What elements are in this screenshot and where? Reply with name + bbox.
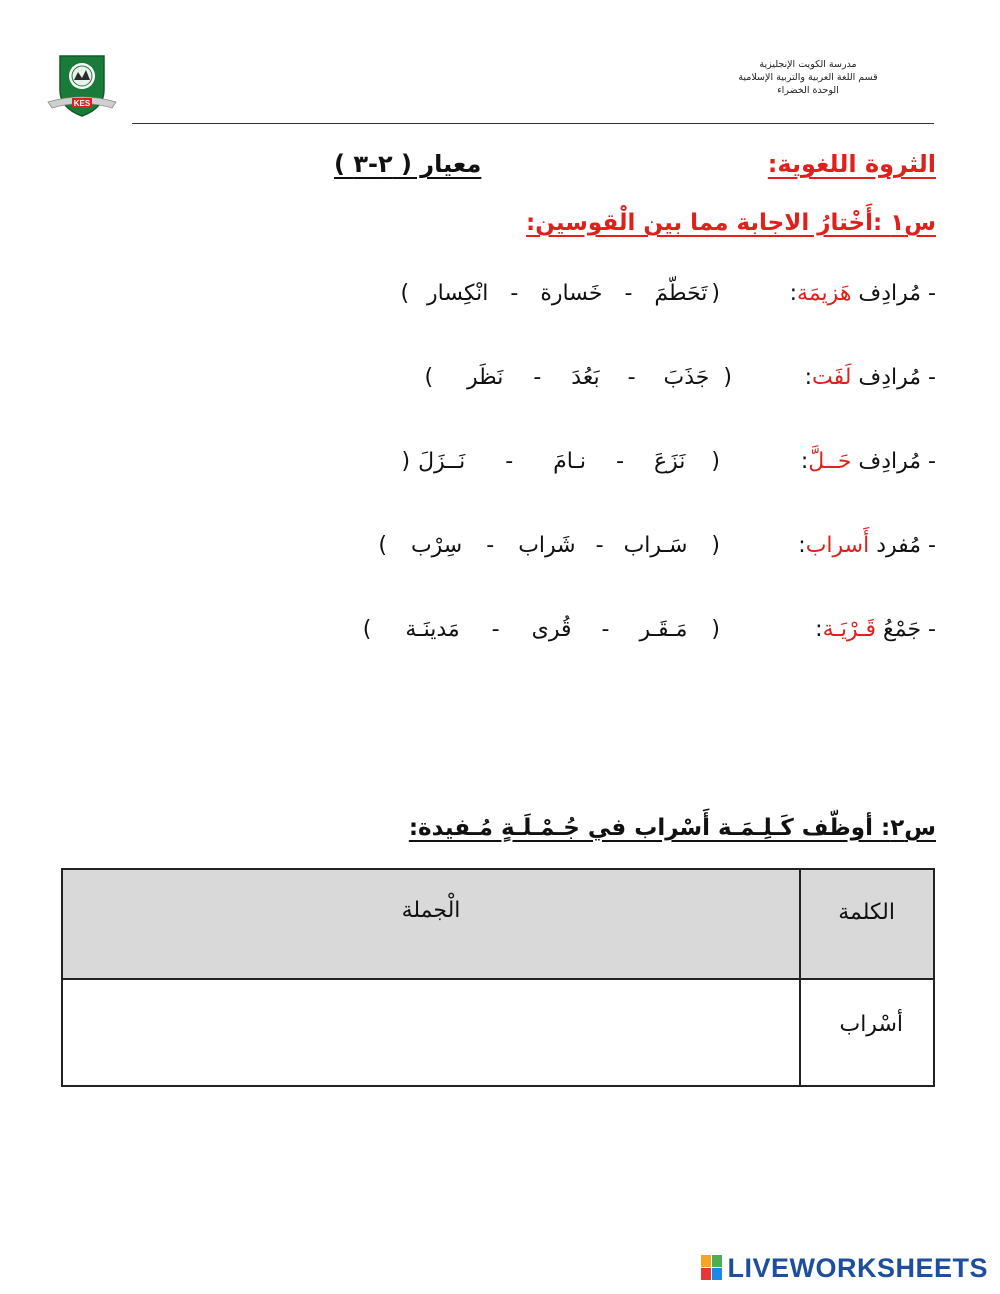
page-title: الثروة اللغوية: [767, 150, 936, 178]
item-keyword: هَزيمَة [797, 281, 852, 306]
item-prefix: - مُفرد [869, 533, 936, 558]
sentence-table [61, 868, 935, 1087]
answer-option[interactable]: نَــزَلَ [418, 449, 466, 474]
liveworksheets-logo-icon [701, 1255, 723, 1281]
answer-option[interactable]: مَـقَـر [639, 617, 688, 642]
title-row [62, 150, 936, 186]
answer-options: ( مَـقَـر - قُرى - مَدينَـة ) [362, 617, 720, 642]
item-keyword: لَفَت [812, 365, 852, 390]
answer-option[interactable]: بَعُدَ [571, 365, 600, 390]
answer-options: ( نَزَعَ - نـامَ - نَــزَلَ ( [401, 449, 720, 474]
item-label [798, 533, 936, 558]
item-label [801, 449, 936, 474]
item-colon: : [800, 449, 809, 474]
word-value: أسْراب [839, 1012, 903, 1037]
answer-options: ( تَحَطّمَ - خَسارة - انْكِسار ) [400, 281, 720, 306]
table-row [63, 980, 933, 1085]
header-word-cell [799, 870, 933, 978]
school-name: مدرسة الكويت الإنجليزية [759, 59, 857, 70]
answer-option[interactable]: سِرْب [410, 533, 463, 558]
brand-name: LIVEWORKSHEETS [727, 1252, 988, 1283]
item-keyword: قَـرْيَـة [822, 617, 877, 642]
word-cell [799, 980, 933, 1085]
answer-option[interactable]: نَزَعَ [654, 449, 686, 474]
header-sentence: الْجملة [401, 898, 461, 923]
item-colon: : [789, 281, 798, 306]
answer-option[interactable]: خَسارة [540, 281, 603, 306]
answer-option[interactable]: قُرى [531, 617, 572, 642]
department-name: قسم اللغة العربية والتربية الإسلامية [738, 72, 878, 83]
item-prefix: - مُرادِف [851, 365, 936, 390]
item-keyword: أَسراب [805, 533, 870, 558]
school-logo-icon [46, 52, 118, 118]
table-header-row [63, 870, 933, 980]
item-colon: : [815, 617, 823, 642]
answer-option[interactable]: نَظَر [467, 365, 504, 390]
item-keyword: حَــلَّ [808, 449, 852, 474]
logo-text: KES [73, 99, 91, 108]
header-sentence-cell [63, 870, 799, 978]
item-prefix: - جَمْعُ [876, 617, 936, 642]
answer-option[interactable]: مَدينَـة [405, 617, 460, 642]
liveworksheets-brand [701, 1252, 988, 1284]
question-1-item [296, 281, 936, 321]
answer-option[interactable]: تَحَطّمَ [654, 281, 708, 306]
item-prefix: - مُرادِف [851, 449, 936, 474]
header-word: الكلمة [838, 900, 895, 925]
item-colon: : [798, 533, 806, 558]
question-1-title: س١ :أَخْتارُ الاجابة مما بين الْقوسين: [526, 210, 936, 236]
sentence-answer-cell[interactable] [63, 980, 799, 1085]
item-prefix: - مُرادِف [851, 281, 936, 306]
question-1-item [296, 449, 936, 489]
answer-options: ( سَـراب - شَراب - سِرْب ) [378, 533, 720, 558]
question-1-item [296, 365, 936, 405]
answer-option[interactable]: شَراب [518, 533, 576, 558]
answer-option[interactable]: انْكِسار [427, 281, 489, 306]
question-2-title: س٢: أوظّف كَـلِـمَـة أَسْراب في جُـمْـلَـةٍ مُـفيدة: [408, 815, 936, 841]
item-colon: : [804, 365, 812, 390]
standard-label: معيار ( ٢-٣ ) [334, 150, 482, 178]
item-label [790, 281, 936, 306]
answer-option[interactable]: جَذَبَ [663, 365, 710, 390]
answer-option[interactable]: نـامَ [553, 449, 587, 474]
question-1-item [296, 533, 936, 573]
school-header [678, 58, 938, 97]
unit-name: الوحدة الخضراء [777, 85, 839, 96]
answer-options: ( جَذَبَ - بَعُدَ - نَظَر ) [424, 365, 732, 390]
item-label [805, 365, 936, 390]
answer-option[interactable]: سَـراب [623, 533, 688, 558]
header-divider [132, 123, 934, 124]
question-1-item [296, 617, 936, 657]
item-label [815, 617, 936, 642]
